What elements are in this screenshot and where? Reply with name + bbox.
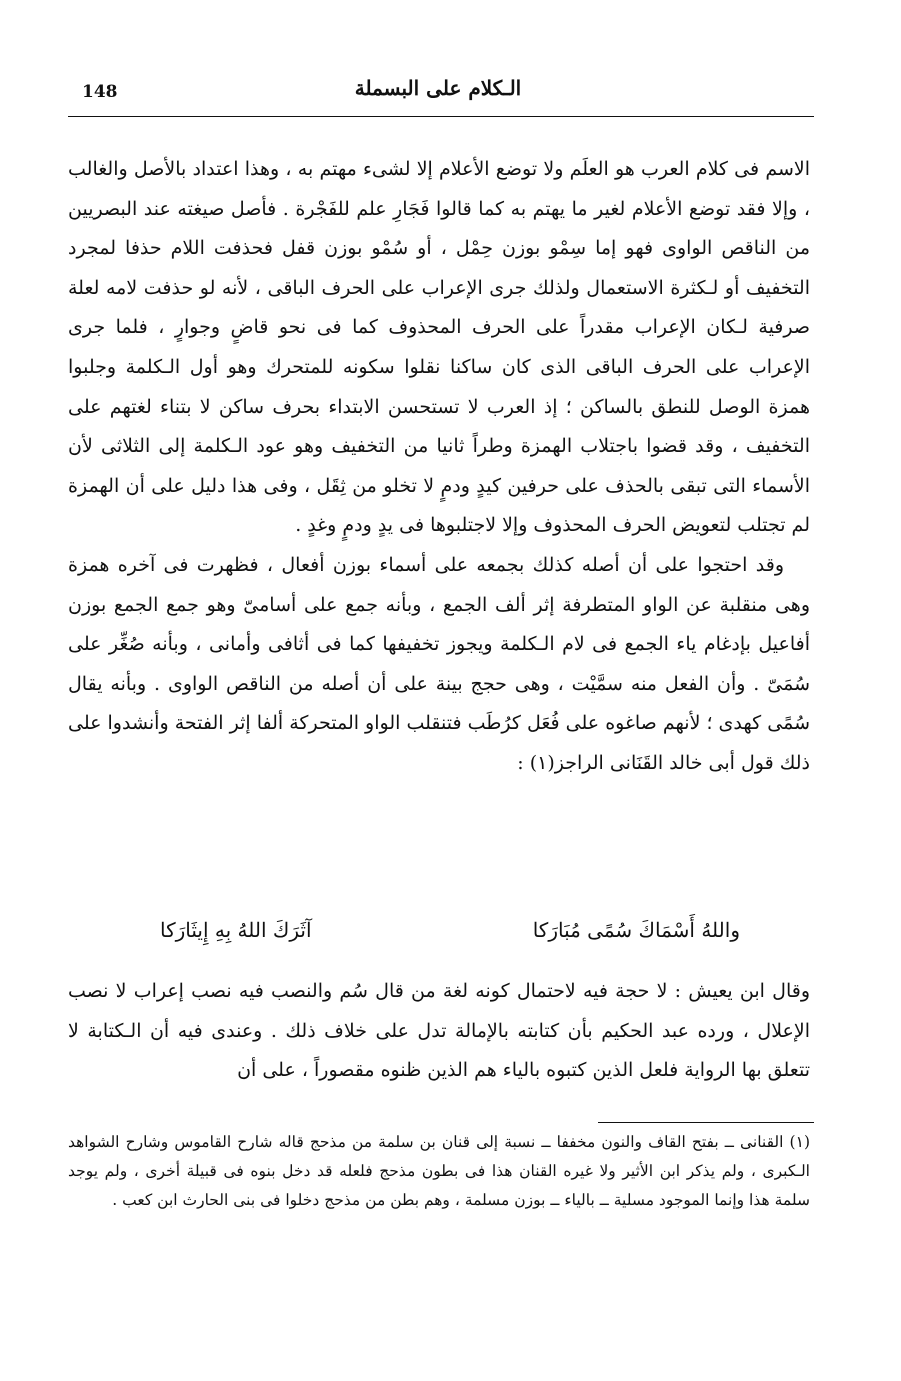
main-text-continued [68,972,810,1091]
paragraph: الاسم فى كلام العرب هو العلَم ولا توضع الأعلام إلا لشىء مهتم به ، وهذا اعتداد بالأصل والغالب ، وإلا فقد توضع الأعلام لغير ما يهتم به كما قالوا فَجَارِ علم للفَجْرة . فأصل صيغته عند البصريين من الناقص الواوى فهو إما سِمْو بوزن حِمْل ، أو سُمْو بوزن قفل فحذفت اللام حذفا لمجرد التخفيف أو لـكثرة الاستعمال ولذلك جرى الإعراب على الحرف الباقى ، لأنه لو حذفت لامه لعلة صرفية لـكان الإعراب مقدراً على الحرف المحذوف كما فى نحو قاضٍ وجوارٍ ، فلما جرى الإعراب على الحرف الباقى الذى كان ساكنا نقلوا سكونه للمتحرك وهو أول الـكلمة وجلبوا همزة الوصل للنطق بالساكن ؛ إذ العرب لا تستحسن الابتداء بحرف ساكن لا بتناء لغتهم على التخفيف ، وقد قضوا باجتلاب الهمزة وطراً ثانيا من التخفيف وهو عود الـكلمة إلى الثلاثى لأن الأسماء التى تبقى بالحذف على حرفين كيدٍ ودمٍ لا تخلو من ثِقَل ، وفى هذا دليل على أن الهمزة لم تجتلب لتعويض الحرف المحذوف وإلا لاجتلبوها فى يدٍ ودمٍ وغدٍ . [68,158,810,537]
paragraph: وقال ابن يعيش : لا حجة فيه لاحتمال كونه لغة من قال سُم والنصب فيه نصب إعراب لا نصب الإعلال ، ورده عبد الحكيم بأن كتابته بالإمالة تدل على خلاف ذلك . وعندى فيه أن الـكتابة لا تتعلق بها الرواية فلعل الذين كتبوه بالياء هم الذين ظنوه مقصوراً ، على أن [68,980,810,1082]
running-title: الـكلام على البسملة [354,76,522,100]
verse-hemistich-first: واللهُ أَسْمَاكَ سُمًى مُبَارَكا [532,918,740,942]
paragraph: وقد احتجوا على أن أصله كذلك بجمعه على أسماء بوزن أفعال ، فظهرت فى آخره همزة وهى منقلبة عن الواو المتطرفة إثر ألف الجمع ، وبأنه جمع على أسامىّ وهو جمع الجمع بوزن أفاعيل بإدغام ياء الجمع فى لام الـكلمة ويجوز تخفيفها كما فى أثافى وأمانى ، وبأنه صُغِّر على سُمَىّ . وأن الفعل منه سمَّيْت ، وهى حجج بينة على أن أصله من الناقص الواوى . وبأنه يقال سُمًى كهدى ؛ لأنهم صاغوه على فُعَل كرُطَب فتنقلب الواو المتحركة ألفا إثر الفتحة وأنشدوا على ذلك قول أبى خالد القَنَانى الراجز(١) : [68,553,810,774]
verse-line [160,918,740,958]
main-text [68,150,810,784]
page-number: 148 [82,82,118,102]
footnote-rule [598,1122,814,1123]
footnote: (١) القنانى ــ بفتح القاف والنون مخففا ــ نسبة إلى قنان بن سلمة من مذحج قاله شارح القاموس وشارح الشواهد الـكبرى ، ولم يذكر ابن الأثير ولا غيره القنان هذا فى بطون مذحج فلعله قد دخل بنوه فى قبيلة أخرى ، ولم يوجد سلمة هذا وإنما الموجود مسلية ــ بالياء ــ بوزن مسلمة ، وهم بطن من مذحج دخلوا فى بنى الحارث ابن كعب . [68,1133,810,1209]
running-head [68,76,808,112]
verse-hemistich-second: آثَرَكَ اللهُ بِهِ إِيثَارَكا [160,918,312,942]
header-rule [68,116,814,117]
